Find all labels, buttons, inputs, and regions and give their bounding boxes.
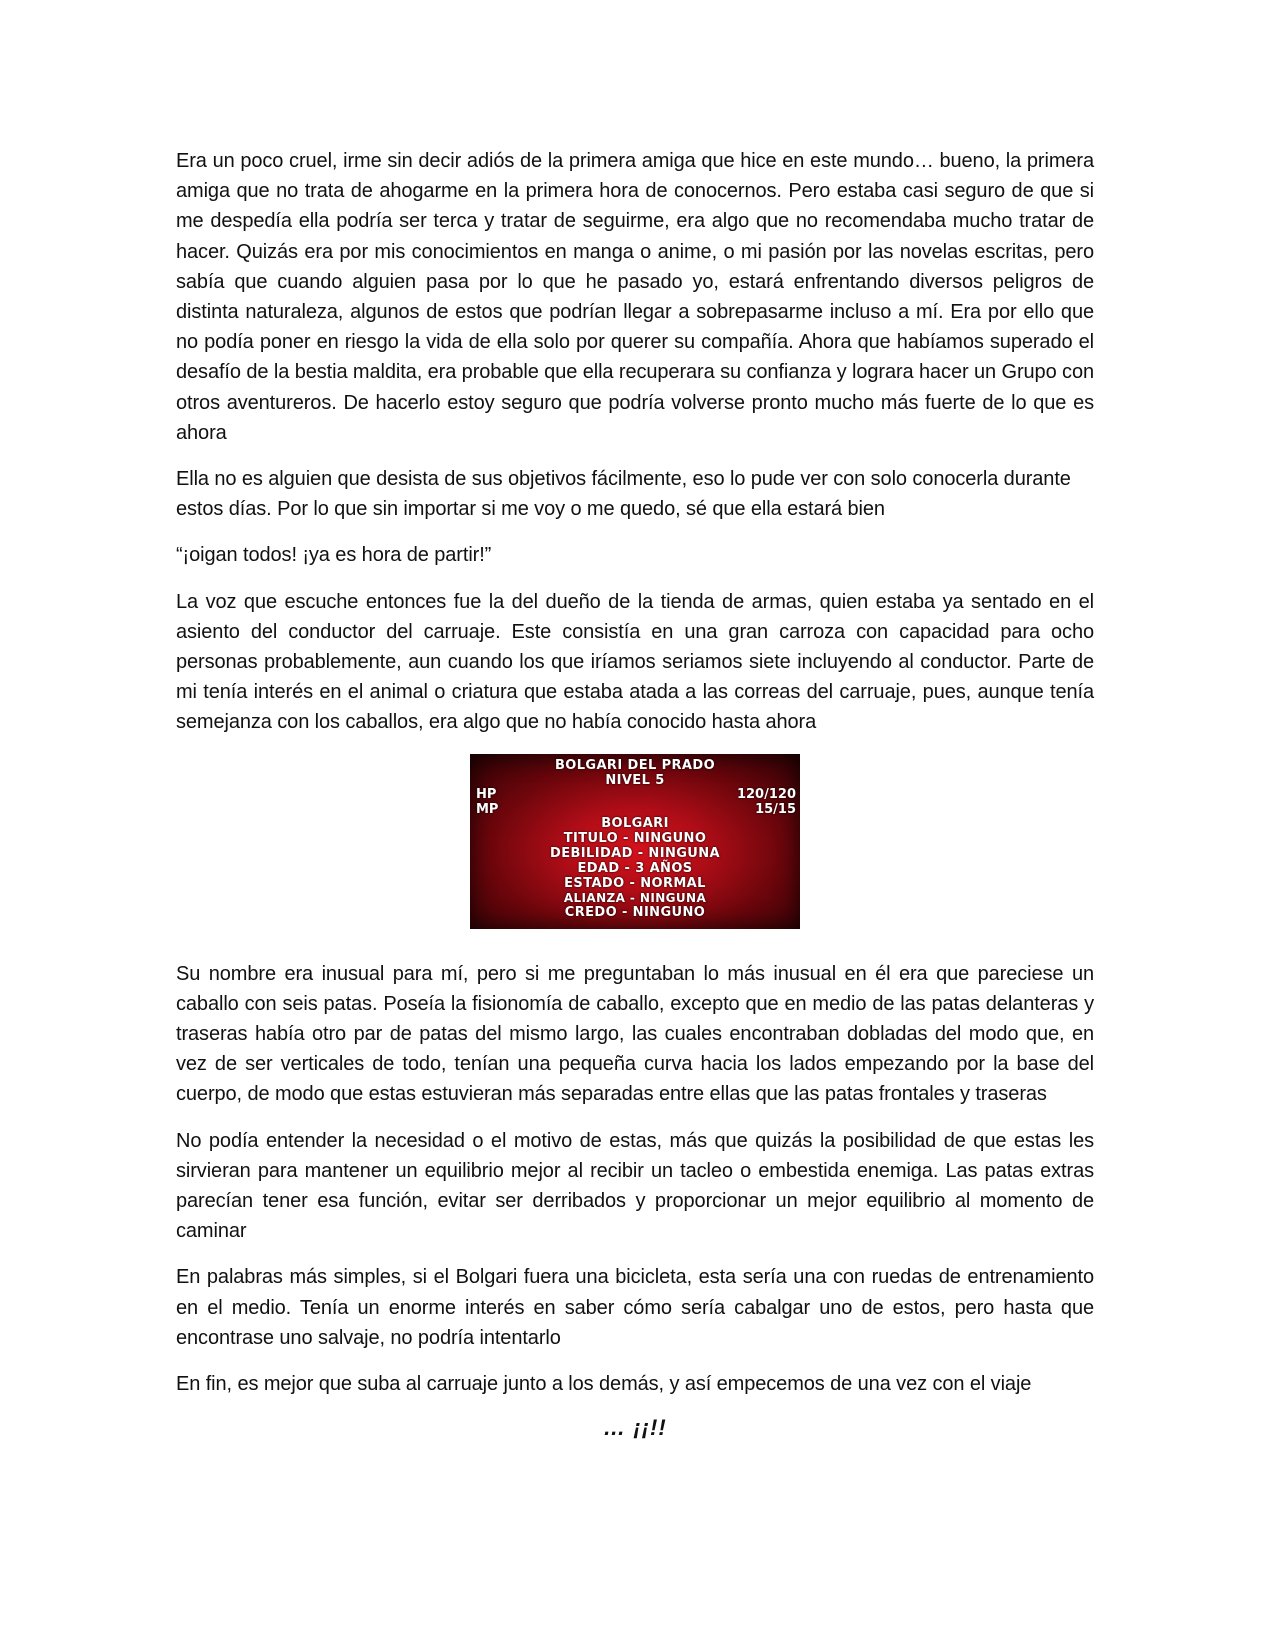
paragraph-2: Ella no es alguien que desista de sus objetivos fácilmente, eso lo pude ver con solo conocerla durante estos días. Por lo que sin importar si me voy o me quedo, sé que ella estará bien bbox=[176, 468, 1071, 521]
paragraph-1: Era un poco cruel, irme sin decir adiós de la primera amiga que hice en este mundo… bueno, la primera amiga que no trata de ahogarme en la primera hora de conocernos. Pero estaba casi seguro de que si me despedía ella podría ser terca y tratar de seguirme, era algo que no recomendaba mucho tratar de hacer. Quizás era por mis conocimientos en manga o anime, o mi pasión por las novelas escritas, pero sabía que cuando alguien pasa por lo que he pasado yo, estará enfrentando diversos peligros de distinta naturaleza, algunos de estos que podrían llegar a sobrepasarme incluso a mí. Era por ello que no podía poner en riesgo la vida de ella solo por querer su compañía. Ahora que habíamos superado el desafío de la bestia maldita, era probable que ella recuperara su confianza y lograra hacer un Grupo con otros aventureros. De hacerlo estoy seguro que podría volverse pronto mucho más fuerte de lo que es ahora bbox=[176, 150, 1094, 444]
status-name: BOLGARI bbox=[601, 815, 669, 831]
hp-label: HP bbox=[476, 786, 497, 802]
status-debilidad: DEBILIDAD - NINGUNA bbox=[550, 845, 720, 861]
status-mp-row bbox=[476, 802, 796, 817]
paragraph-4: La voz que escuche entonces fue la del dueño de la tienda de armas, quien estaba ya sentado en el asiento del conductor del carruaje. Este consistía en una gran carroza con capacidad para ocho personas probablemente, aun cuando los que iríamos seriamos siete incluyendo al conductor. Parte de mi tenía interés en el animal o criatura que estaba atada a las correas del carruaje, pues, aunque tenía semejanza con los caballos, era algo que no había conocido hasta ahora bbox=[176, 590, 1094, 734]
mp-value: 15/15 bbox=[755, 801, 796, 817]
status-hp-row bbox=[476, 787, 796, 802]
hp-value: 120/120 bbox=[736, 786, 796, 802]
status-edad: EDAD - 3 AÑOS bbox=[577, 860, 693, 876]
status-estado: ESTADO - NORMAL bbox=[564, 875, 706, 891]
status-titulo: TITULO - NINGUNO bbox=[563, 830, 707, 846]
paragraph-5: Su nombre era inusual para mí, pero si me preguntaban lo más inusual en él era que pareciese un caballo con seis patas. Poseía la fisionomía de caballo, excepto que en medio de las patas delanteras y traseras había otro par de patas del mismo largo, las cuales encontraban dobladas del modo que, en vez de ser verticales de todo, tenían una pequeña curva hacia los lados empezando por la base del cuerpo, de modo que estas estuvieran más separadas entre ellas que las patas frontales y traseras bbox=[176, 962, 1094, 1106]
dialogue-line: “¡oigan todos! ¡ya es hora de partir!” bbox=[176, 544, 492, 567]
paragraph-7: En palabras más simples, si el Bolgari fuera una bicicleta, esta sería una con ruedas de entrenamiento en el medio. Tenía un enorme interés en saber cómo sería cabalgar uno de estos, pero hasta que encontrase uno salvaje, no podría intentarlo bbox=[176, 1266, 1094, 1349]
document-page bbox=[176, 146, 1094, 1441]
status-figure bbox=[176, 754, 1094, 929]
mp-label: MP bbox=[476, 801, 499, 817]
paragraph-6: No podía entender la necesidad o el motivo de estas, más que quizás la posibilidad de que estas les sirvieran para mantener un equilibrio mejor al recibir un tacleo o embestida enemiga. Las patas extras parecían tener esa función, evitar ser derribados y proporcionar un mejor equilibrio al momento de caminar bbox=[176, 1129, 1094, 1243]
status-credo: CREDO - NINGUNO bbox=[564, 904, 706, 920]
status-card bbox=[470, 754, 800, 929]
section-end-mark: … ¡¡!! bbox=[603, 1415, 667, 1441]
paragraph-8: En fin, es mejor que suba al carruaje junto a los demás, y así empecemos de una vez con el viaje bbox=[176, 1373, 1032, 1396]
status-level: NIVEL 5 bbox=[605, 772, 665, 788]
status-title: BOLGARI DEL PRADO bbox=[554, 757, 716, 773]
status-alianza: ALIANZA - NINGUNA bbox=[563, 890, 707, 905]
